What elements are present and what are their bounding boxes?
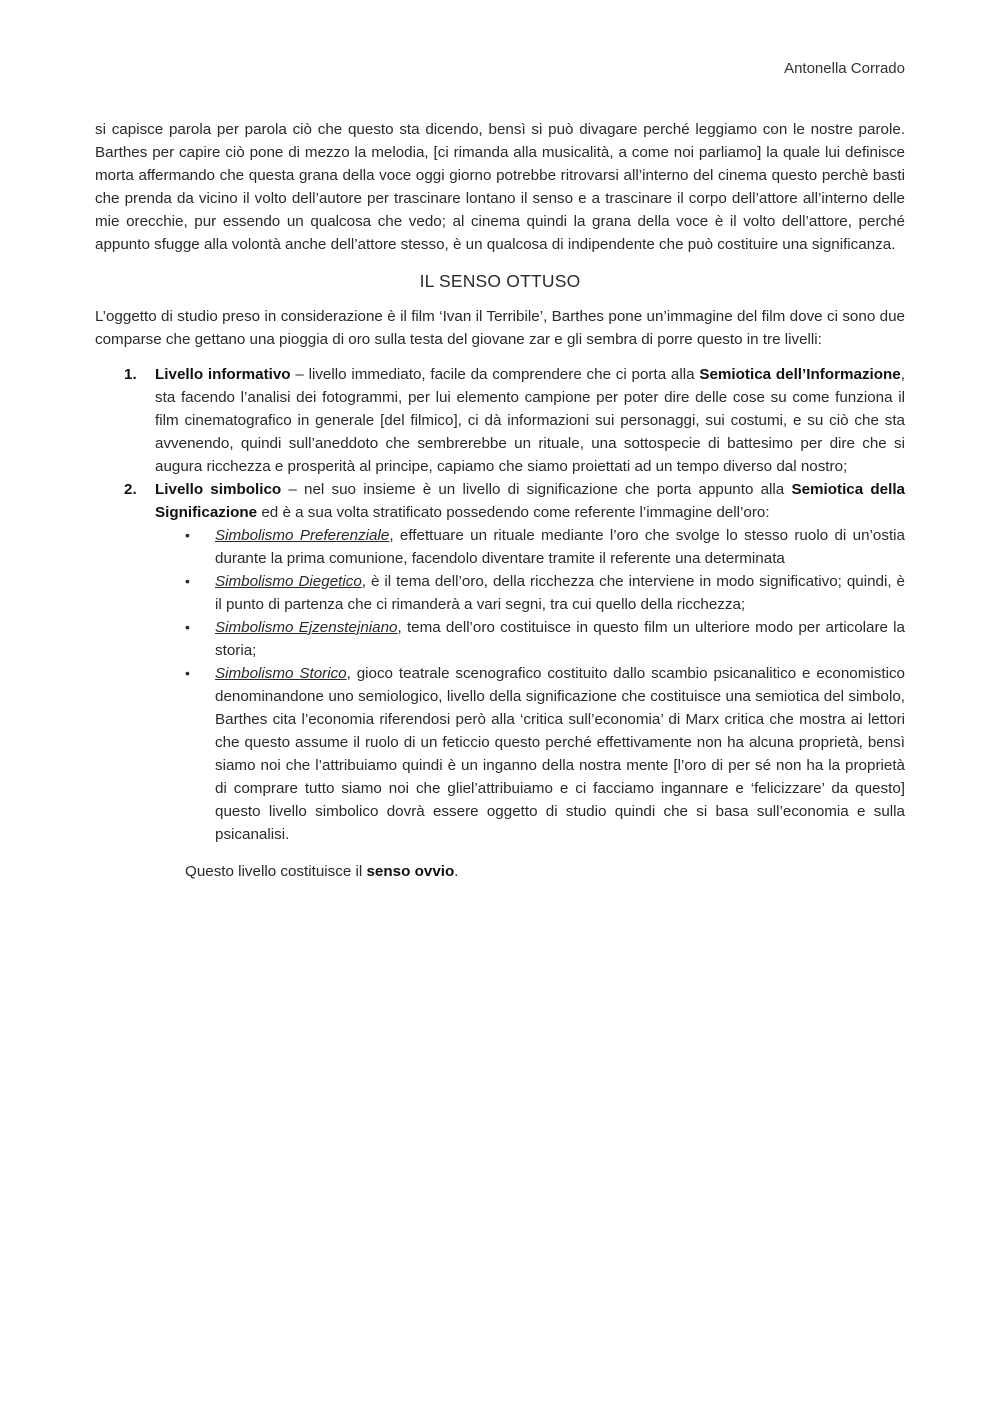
level-bold-term: Semiotica dell’Informazione [699,366,901,383]
levels-list [95,363,905,846]
level-text: – livello immediato, facile da comprendere che ci porta alla [290,366,700,383]
symbolism-term: Simbolismo Ejzenstejniano [215,619,398,636]
list-item-symbolism [185,570,906,616]
list-item-symbolism [185,662,905,846]
closing-text-end: . [454,863,459,880]
section-title: IL SENSO OTTUSO [419,271,581,291]
list-number: 2. [124,481,137,498]
level-text: , sta facendo l’analisi dei fotogrammi, per lui elemento campione per poter dire delle cose su come funziona il film cinematografico in generale [del filmico], ci dà informazioni sui personaggi, sui costumi, e su ciò che sta avvenendo, quindi sull’aneddoto che sembrerebbe un rituale, una sottospecie di battesimo per dire che si augura ricchezza e prosperità al principe, capiamo che siamo proiettati ad un tempo diverso dal nostro; [155,366,905,475]
symbolism-text: , è il tema dell’oro, della ricchezza che interviene in modo significativo; quindi, è il punto di partenza che ci rimanderà a vari segni, tra cui quello della ricchezza; [215,573,906,613]
symbolism-term: Simbolismo Preferenziale [215,527,390,544]
symbolism-list [155,524,905,846]
page-content [95,118,905,883]
bullet-icon: • [185,619,190,635]
section-intro-paragraph: L’oggetto di studio preso in considerazione è il film ‘Ivan il Terribile’, Barthes pone un’immagine del film dove ci sono due comparse che gettano una pioggia di oro sulla testa del giovane zar e gli sembra di porre questo in tre livelli: [95,308,905,348]
closing-text: Questo livello costituisce il [185,863,367,880]
bullet-icon: • [185,527,190,543]
bullet-icon: • [185,665,190,681]
level-title: Livello informativo [155,366,291,383]
level-text: ed è a sua volta stratificato possedendo come referente l’immagine dell’oro: [257,504,770,521]
level-title: Livello simbolico [155,481,282,498]
symbolism-term: Simbolismo Diegetico [215,573,362,590]
list-item-level-2 [124,478,906,846]
list-number: 1. [124,366,137,383]
symbolism-text: , tema dell’oro costituisce in questo film un ulteriore modo per articolare la storia; [215,619,905,659]
level-text: – nel suo insieme è un livello di significazione che porta appunto alla [281,481,792,498]
page-header-author: Antonella Corrado [784,60,905,77]
list-item-level-1 [124,363,905,478]
level-bold-term: Semiotica della Significazione [155,481,906,521]
closing-paragraph [185,860,905,883]
bullet-icon: • [185,573,190,589]
closing-bold-term: senso ovvio [366,863,455,880]
list-item-symbolism [185,524,905,570]
symbolism-term: Simbolismo Storico [215,665,347,682]
symbolism-text: , effettuare un rituale mediante l’oro che svolge lo stesso ruolo di un’ostia durante la prima comunione, facendolo diventare tramite il referente una determinata [215,527,905,567]
list-item-symbolism [185,616,905,662]
symbolism-text: , gioco teatrale scenografico costituito dallo scambio psicanalitico e economistico denominandone uno semiologico, livello della significazione che costituisce una semiotica del simbolo, Barthes cita l’economia riferendosi però alla ‘critica sull’economia’ di Marx critica che mostra ai lettori che questo assume il ruolo di un feticcio questo perché effettivamente non ha alcuna proprietà, bensì siamo noi che l’attribuiamo quindi è un inganno della nostra mente [l’oro di per sé non ha la proprietà di comprare tutto siamo noi che gliel’attribuiamo e ci facciamo ingannare e ‘felicizzare’ da questo] questo livello simbolico dovrà essere oggetto di studio quindi che si basa sull’economia e sulla psicanalisi. [215,665,905,843]
intro-paragraph: si capisce parola per parola ciò che questo sta dicendo, bensì si può divagare perché leggiamo con le nostre parole. Barthes per capire ciò pone di mezzo la melodia, [ci rimanda alla musicalità, a come noi parliamo] la quale lui definisce morta affermando che questa grana della voce oggi giorno potrebbe ritrovarsi all’interno del cinema questo perchè basti che prenda da vicino il volto dell’autore per trascinare lontano il senso e a trascinare il corpo dell’attore all’interno delle mie orecchie, pur essendo un qualcosa che vedo; al cinema quindi la grana della voce è il volto dell’attore, perché appunto sfugge alla volontà anche dell’attore stesso, è un qualcosa di indipendente che può costituire una significanza. [95,121,905,253]
